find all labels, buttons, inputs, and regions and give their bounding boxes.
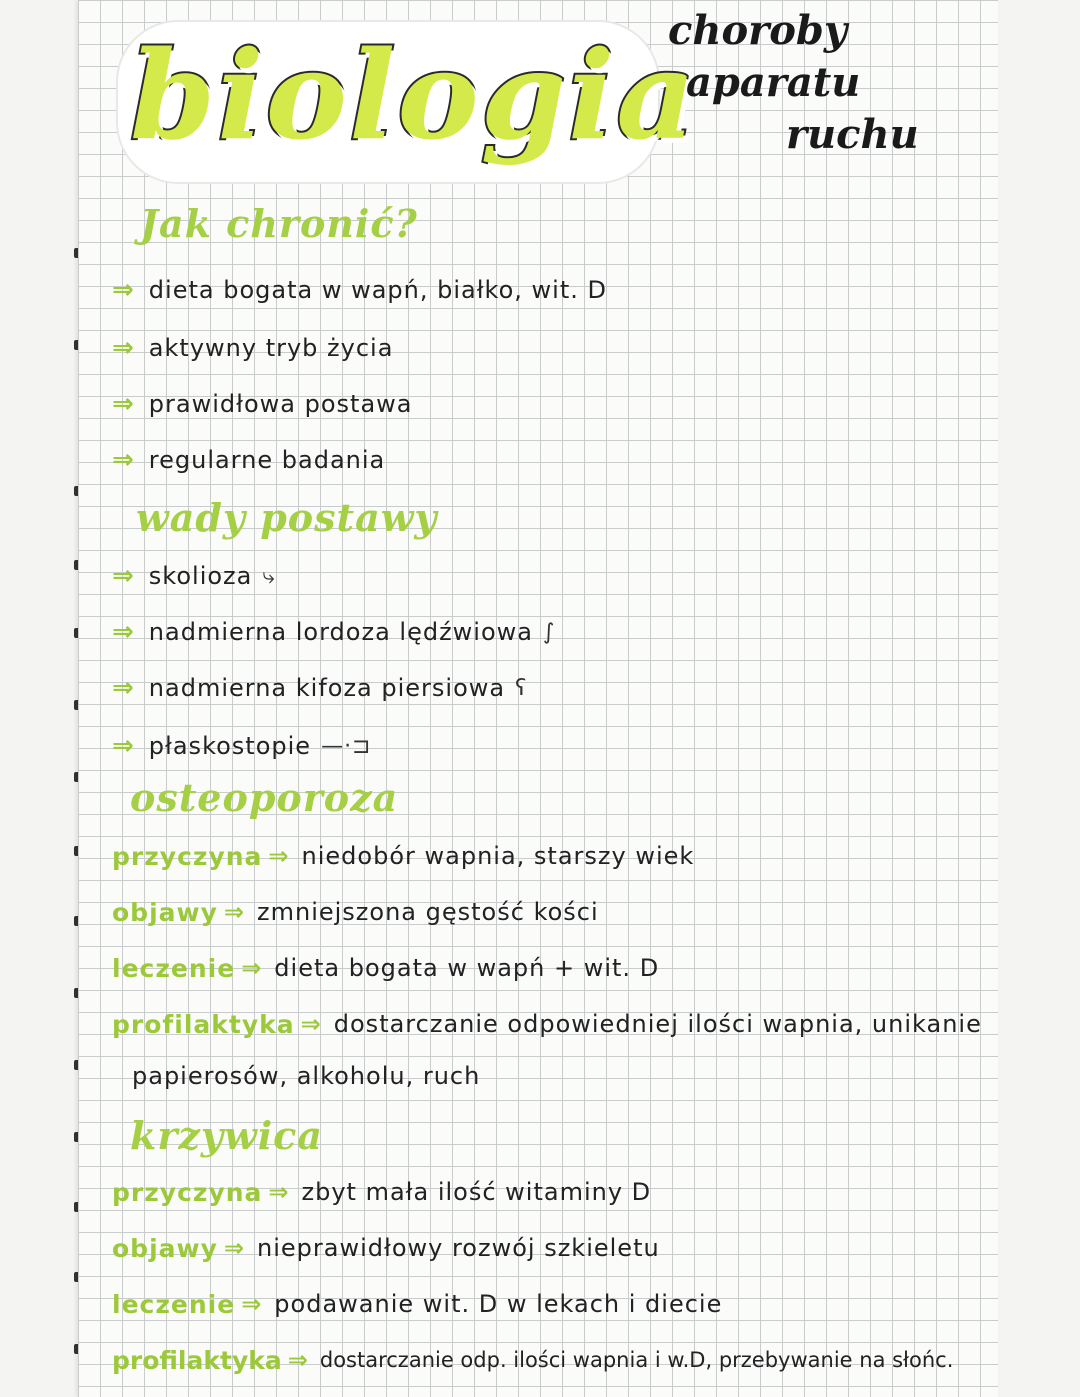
row-key: przyczyna — [112, 841, 263, 871]
row-key: profilaktyka — [112, 1345, 282, 1375]
section-heading-osteoporosis: osteoporoza — [130, 775, 399, 820]
definition-row — [112, 836, 694, 876]
spine-sketch-icon: ∫ — [542, 619, 556, 645]
arrow-icon: ⇒ — [112, 617, 135, 647]
arrow-icon: ⇒ — [241, 954, 263, 982]
row-key: leczenie — [112, 953, 236, 983]
row-key: przyczyna — [112, 1177, 263, 1207]
list-item-text: dieta bogata w wapń, białko, wit. D — [148, 276, 607, 304]
list-item — [112, 270, 607, 310]
arrow-icon: ⇒ — [287, 1346, 308, 1374]
spine-sketch-icon: ⤷ — [262, 563, 276, 589]
row-key: objawy — [112, 1233, 218, 1263]
list-item — [112, 384, 412, 424]
spine-sketch-icon: ʕ — [515, 675, 528, 701]
definition-row — [112, 1004, 982, 1044]
arrow-icon: ⇒ — [112, 275, 135, 305]
arrow-icon: ⇒ — [112, 389, 135, 419]
list-item-text: aktywny tryb życia — [148, 334, 394, 362]
definition-row — [112, 1172, 651, 1212]
row-value: zbyt mała ilość witaminy D — [301, 1178, 652, 1206]
arrow-icon: ⇒ — [112, 445, 135, 475]
row-value: niedobór wapnia, starszy wiek — [301, 842, 695, 870]
row-value: dostarczanie odp. ilości wapnia i w.D, przebywanie na słońc. — [319, 1348, 954, 1372]
list-item-text: nadmierna kifoza piersiowa — [148, 674, 506, 702]
list-item — [112, 328, 393, 368]
list-item-text: regularne badania — [148, 446, 386, 474]
list-item — [112, 668, 527, 708]
subtitle-line-1: choroby — [668, 7, 848, 54]
arrow-icon: ⇒ — [223, 1234, 246, 1262]
row-key: objawy — [112, 897, 218, 927]
arrow-icon: ⇒ — [268, 842, 290, 870]
arrow-icon: ⇒ — [112, 673, 135, 703]
row-value: podawanie wit. D w lekach i diecie — [274, 1290, 723, 1318]
row-key: leczenie — [112, 1289, 236, 1319]
binder-holes — [0, 0, 78, 1397]
section-heading-posture: wady postawy — [136, 495, 438, 540]
definition-row — [112, 892, 599, 932]
list-item — [112, 556, 276, 596]
arrow-icon: ⇒ — [112, 561, 135, 591]
arrow-icon: ⇒ — [241, 1290, 263, 1318]
definition-row — [112, 1284, 722, 1324]
subtitle-line-3: ruchu — [786, 111, 919, 158]
subtitle-line-2: aparatu — [686, 59, 861, 106]
row-value: nieprawidłowy rozwój szkieletu — [257, 1234, 660, 1262]
arrow-icon: ⇒ — [112, 731, 135, 761]
row-value: dieta bogata w wapń + wit. D — [274, 954, 660, 982]
definition-row — [112, 948, 659, 988]
arrow-icon: ⇒ — [112, 333, 135, 363]
list-item-text: skolioza — [148, 562, 253, 590]
list-item — [112, 612, 555, 652]
definition-row — [112, 1340, 953, 1380]
row-key: profilaktyka — [112, 1009, 295, 1039]
row-value: zmniejszona gęstość kości — [257, 898, 599, 926]
arrow-icon: ⇒ — [223, 898, 246, 926]
list-item-text: prawidłowa postawa — [148, 390, 413, 418]
arrow-icon: ⇒ — [300, 1010, 322, 1038]
arrow-icon: ⇒ — [268, 1178, 290, 1206]
list-item-text: płaskostopie — [148, 732, 312, 760]
row-continuation: papierosów, alkoholu, ruch — [132, 1062, 481, 1090]
list-item — [112, 726, 372, 766]
section-heading-prevention: Jak chronić? — [140, 201, 418, 246]
list-item — [112, 440, 385, 480]
list-item-text: nadmierna lordoza lędźwiowa — [148, 618, 533, 646]
foot-sketch-icon: —·⊐ — [321, 733, 372, 759]
definition-row — [112, 1228, 660, 1268]
row-value: dostarczanie odpowiedniej ilości wapnia, unikanie — [333, 1010, 982, 1038]
page-title: biologia — [130, 23, 698, 167]
section-heading-rickets: krzywica — [130, 1113, 323, 1158]
